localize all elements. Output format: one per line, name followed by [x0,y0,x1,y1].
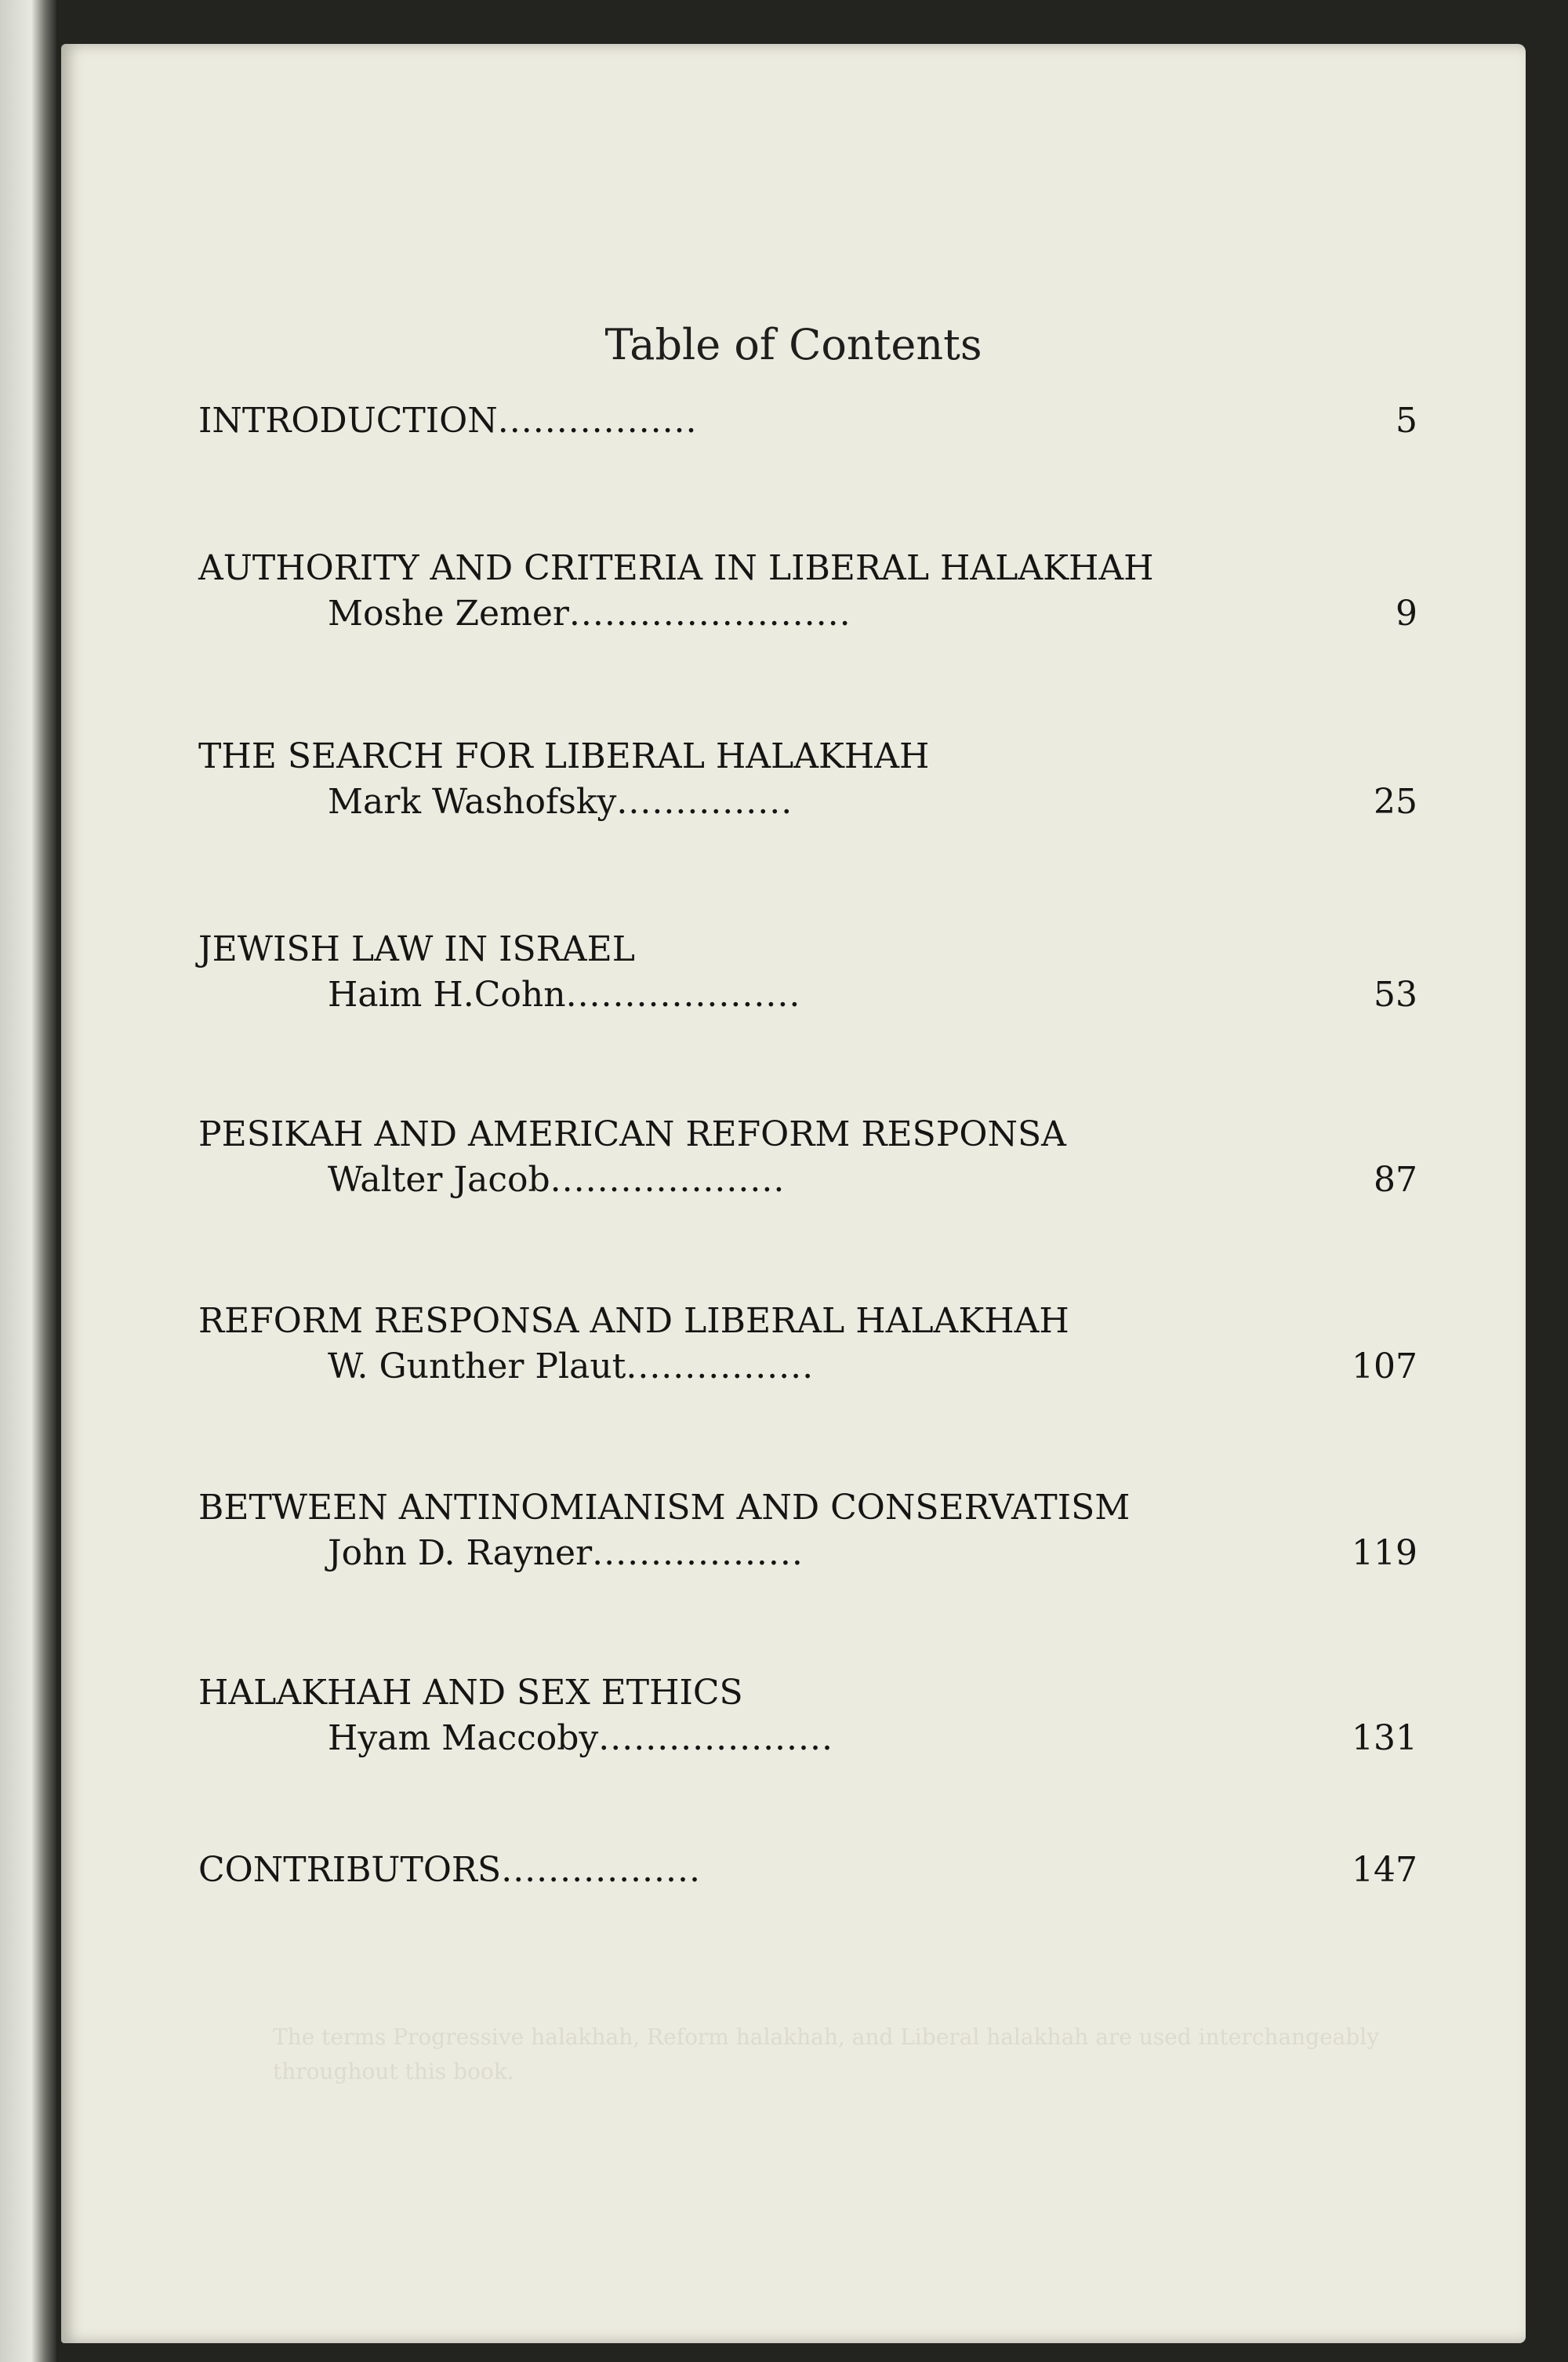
page-number: 147 [1352,1850,1417,1890]
toc-entry-jewish-law [198,927,1417,1018]
page-number: 107 [1352,1346,1417,1386]
toc-heading: CONTRIBUTORS [198,1850,502,1890]
toc-heading: INTRODUCTION [198,401,498,441]
page-number: 119 [1352,1533,1417,1573]
toc-author: John D. Rayner [328,1533,593,1573]
toc-heading: BETWEEN ANTINOMIANISM AND CONSERVATISM [198,1488,1131,1528]
page-number: 9 [1396,594,1417,634]
page-number: 131 [1352,1718,1417,1758]
toc-line [198,1344,1417,1390]
toc-line [198,591,1417,637]
toc-heading: THE SEARCH FOR LIBERAL HALAKHAH [198,736,930,776]
toc-heading: PESIKAH AND AMERICAN REFORM RESPONSA [198,1114,1066,1154]
toc-line [198,1157,1417,1203]
leader-dots: .................. [592,1533,804,1573]
page-number: 53 [1374,975,1417,1015]
page-title: Table of Contents [604,320,982,369]
book-spine [0,0,56,2362]
toc-entry-sex-ethics [198,1670,1417,1761]
toc-entry-contributors [198,1848,1417,1893]
toc-author: Walter Jacob [328,1160,550,1200]
toc-entry-antinomianism [198,1485,1417,1576]
leader-dots: .................... [565,975,801,1015]
leader-dots: ................. [501,1850,701,1890]
leader-dots: .................... [598,1718,833,1758]
toc-heading: JEWISH LAW IN ISRAEL [198,929,635,969]
leader-dots: ................ [626,1346,815,1386]
toc-author: W. Gunther Plaut [328,1346,626,1386]
toc-line [198,972,1417,1018]
toc-entry-authority [198,546,1417,637]
toc-heading: HALAKHAH AND SEX ETHICS [198,1673,743,1713]
leader-dots: ................. [497,401,698,441]
toc-line [198,398,1417,444]
page-number: 5 [1396,401,1417,441]
toc-entry-pesikah [198,1112,1417,1203]
toc-line [198,779,1417,825]
page-number: 87 [1374,1160,1417,1200]
leader-dots: ............... [616,782,793,822]
toc-line [198,1716,1417,1761]
toc-entry-search [198,734,1417,825]
book-page [61,44,1526,2343]
toc-author: Moshe Zemer [328,594,569,634]
page-number: 25 [1374,782,1417,822]
show-through-footnote: The terms Progressive halakhah, Reform halakhah, and Liberal halakhah are used interchangeably throughout this book. [273,2024,1380,2084]
leader-dots: ........................ [568,594,851,634]
toc-author: Haim H.Cohn [328,975,566,1015]
leader-dots: .................... [550,1160,786,1200]
toc-heading: AUTHORITY AND CRITERIA IN LIBERAL HALAKHAH [198,548,1154,588]
toc-entry-introduction [198,398,1417,444]
toc-line [198,1531,1417,1576]
toc-author: Hyam Maccoby [328,1718,599,1758]
toc-entry-reform-responsa [198,1299,1417,1390]
toc-heading: REFORM RESPONSA AND LIBERAL HALAKHAH [198,1301,1069,1341]
toc-line [198,1848,1417,1893]
toc-author: Mark Washofsky [328,782,617,822]
